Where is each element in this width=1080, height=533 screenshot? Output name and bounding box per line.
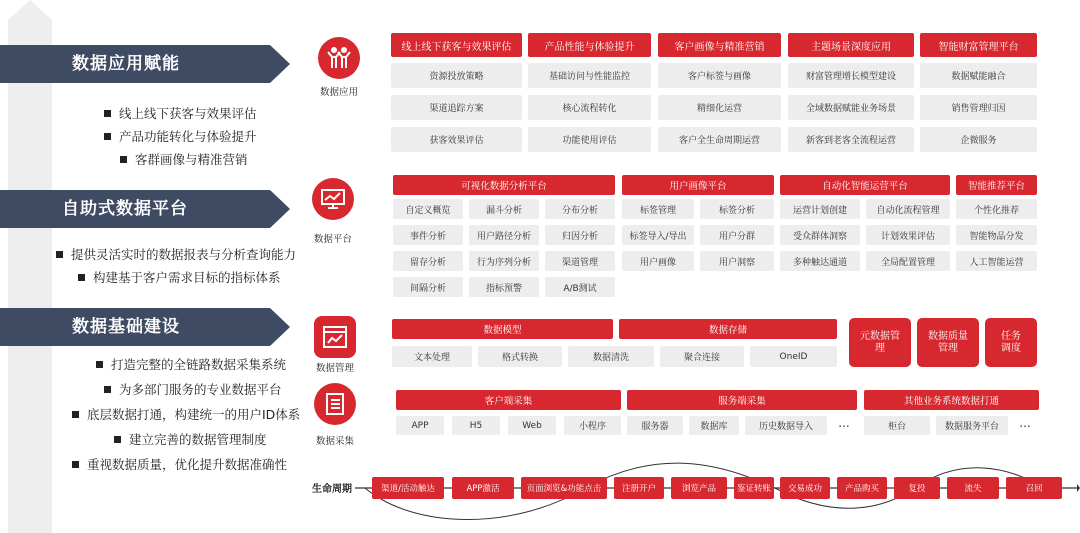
collect-cell: Web <box>508 416 556 435</box>
people-icon <box>318 37 360 79</box>
platform-cell: 分布分析 <box>545 199 615 219</box>
collect-header: 其他业务系统数据打通 <box>864 390 1039 410</box>
app-cell: 新客到老客全流程运营 <box>788 127 914 152</box>
data-quality-box: 数据质量管理 <box>917 318 979 367</box>
app-cell: 企微服务 <box>920 127 1037 152</box>
lifecycle-step: 召回 <box>1006 477 1062 499</box>
platform-cell: 多种触达通道 <box>780 251 860 271</box>
manage-header: 数据模型 <box>392 319 613 339</box>
lifecycle-step: 流失 <box>947 477 999 499</box>
app-header: 主题场景深度应用 <box>788 33 914 57</box>
platform-header: 用户画像平台 <box>622 175 774 195</box>
platform-cell: 个性化推荐 <box>956 199 1037 219</box>
platform-cell: 用户路径分析 <box>469 225 539 245</box>
lifecycle-step: 渠道/活动触达 <box>372 477 444 499</box>
lifecycle-step: 页面浏览&功能点击 <box>521 477 607 499</box>
platform-cell: 全局配置管理 <box>866 251 950 271</box>
app-cell: 财富管理增长模型建设 <box>788 63 914 88</box>
lifecycle-step: 交易成功 <box>780 477 830 499</box>
banner-title: 数据应用赋能 <box>72 54 180 74</box>
lifecycle-step: 产品购买 <box>837 477 887 499</box>
app-header: 客户画像与精准营销 <box>658 33 781 57</box>
platform-cell: 归因分析 <box>545 225 615 245</box>
bullet-item: 打造完整的全链路数据采集系统 <box>96 355 286 373</box>
more-ellipsis: ... <box>838 415 850 430</box>
app-cell: 全域数据赋能业务场景 <box>788 95 914 120</box>
platform-cell: 用户分群 <box>700 225 774 245</box>
collect-cell: H5 <box>452 416 500 435</box>
metadata-management-box: 元数据管理 <box>849 318 911 367</box>
platform-cell: 用户洞察 <box>700 251 774 271</box>
platform-cell: 自定义概览 <box>393 199 463 219</box>
collect-cell: 历史数据导入 <box>745 416 827 435</box>
manage-cell: 格式转换 <box>478 346 562 367</box>
banner-title: 数据基础建设 <box>72 317 180 337</box>
app-cell: 数据赋能融合 <box>920 63 1037 88</box>
icon-label: 数据平台 <box>313 234 352 245</box>
manage-cell: 聚合连接 <box>660 346 744 367</box>
lifecycle-label: 生命周期 <box>312 484 352 495</box>
bullet-item: 产品功能转化与体验提升 <box>104 127 257 145</box>
platform-cell: 行为序列分析 <box>469 251 539 271</box>
banner-data-foundation <box>0 308 290 346</box>
bullet-item: 底层数据打通，构建统一的用户ID体系 <box>72 405 300 423</box>
collect-cell: 数据库 <box>689 416 739 435</box>
platform-cell: 漏斗分析 <box>469 199 539 219</box>
platform-cell: 间隔分析 <box>393 277 463 297</box>
app-cell: 渠道追踪方案 <box>391 95 522 120</box>
lifecycle-step: 注册开户 <box>614 477 664 499</box>
app-cell: 销售管理归因 <box>920 95 1037 120</box>
bullet-item: 提供灵活实时的数据报表与分析查询能力 <box>56 245 296 263</box>
chart-window-icon <box>314 316 356 358</box>
manage-header: 数据存储 <box>619 319 837 339</box>
platform-cell: 受众群体洞察 <box>780 225 860 245</box>
lifecycle-step: 鉴证转账 <box>734 477 774 499</box>
app-header: 产品性能与体验提升 <box>528 33 651 57</box>
platform-cell: 人工智能运营 <box>956 251 1037 271</box>
platform-cell: 渠道管理 <box>545 251 615 271</box>
platform-cell: 标签导入/导出 <box>622 225 694 245</box>
app-cell: 精细化运营 <box>658 95 781 120</box>
manage-cell: OneID <box>750 346 837 367</box>
bullet-item: 建立完善的数据管理制度 <box>114 430 267 448</box>
platform-header: 智能推荐平台 <box>956 175 1037 195</box>
platform-cell: 指标预警 <box>469 277 539 297</box>
icon-label: 数据应用 <box>319 87 358 98</box>
platform-cell: 标签管理 <box>622 199 694 219</box>
collect-cell: 小程序 <box>564 416 621 435</box>
collect-cell: 服务器 <box>627 416 683 435</box>
platform-cell: 留存分析 <box>393 251 463 271</box>
collect-header: 服务端采集 <box>627 390 857 410</box>
lifecycle-step: APP激活 <box>452 477 514 499</box>
app-cell: 获客效果评估 <box>391 127 522 152</box>
manage-cell: 文本处理 <box>392 346 472 367</box>
app-header: 智能财富管理平台 <box>920 33 1037 57</box>
app-cell: 客户标签与画像 <box>658 63 781 88</box>
task-scheduling-box: 任务调度 <box>985 318 1037 367</box>
bullet-item: 构建基于客户需求目标的指标体系 <box>78 268 281 286</box>
icon-label: 数据管理 <box>315 363 354 374</box>
banner-data-application <box>0 45 290 83</box>
platform-cell: 用户画像 <box>622 251 694 271</box>
collect-cell: APP <box>396 416 444 435</box>
platform-cell: 自动化流程管理 <box>866 199 950 219</box>
manage-cell: 数据清洗 <box>568 346 654 367</box>
platform-header: 可视化数据分析平台 <box>393 175 615 195</box>
collect-header: 客户端采集 <box>396 390 621 410</box>
lifecycle-step: 复投 <box>894 477 940 499</box>
platform-cell: A/B测试 <box>545 277 615 297</box>
platform-cell: 标签分析 <box>700 199 774 219</box>
app-cell: 基础访问与性能监控 <box>528 63 651 88</box>
monitor-chart-icon <box>312 178 354 220</box>
platform-cell: 事件分析 <box>393 225 463 245</box>
app-cell: 功能使用评估 <box>528 127 651 152</box>
platform-cell: 智能物品分发 <box>956 225 1037 245</box>
app-cell: 客户全生命周期运营 <box>658 127 781 152</box>
icon-label: 数据采集 <box>315 436 354 447</box>
more-ellipsis: ... <box>1019 415 1031 430</box>
banner-self-service-platform <box>0 190 290 228</box>
platform-cell: 计划效果评估 <box>866 225 950 245</box>
platform-cell: 运营计划创建 <box>780 199 860 219</box>
banner-title: 自助式数据平台 <box>62 199 188 219</box>
collect-cell: 柜台 <box>864 416 930 435</box>
bullet-item: 为多部门服务的专业数据平台 <box>104 380 282 398</box>
lifecycle-step: 浏览产品 <box>671 477 727 499</box>
app-cell: 核心流程转化 <box>528 95 651 120</box>
bullet-item: 线上线下获客与效果评估 <box>104 104 257 122</box>
platform-header: 自动化智能运营平台 <box>780 175 950 195</box>
checklist-icon <box>314 383 356 425</box>
bullet-item: 重视数据质量，优化提升数据准确性 <box>72 455 287 473</box>
collect-cell: 数据服务平台 <box>936 416 1008 435</box>
bullet-item: 客群画像与精准营销 <box>120 150 248 168</box>
app-header: 线上线下获客与效果评估 <box>391 33 522 57</box>
app-cell: 资源投放策略 <box>391 63 522 88</box>
